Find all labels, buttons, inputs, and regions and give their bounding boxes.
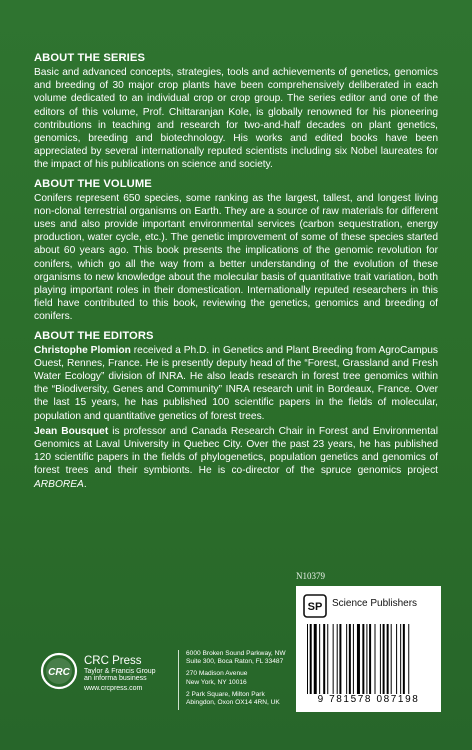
cover-text [34, 52, 438, 497]
project-name: ARBOREA [34, 478, 84, 490]
publisher-website[interactable]: www.crcpress.com [84, 685, 143, 692]
crc-press-logo-icon [40, 652, 78, 690]
imprint-label: Science Publishers [332, 598, 418, 609]
logo-text: CRC [48, 667, 70, 678]
section-series [34, 52, 438, 172]
address-line: Suite 300, Boca Raton, FL 33487 [186, 658, 284, 666]
product-code: N10379 [296, 571, 325, 581]
paragraph-tail: . [83, 478, 87, 490]
address-line: 270 Madison Avenue [186, 670, 248, 678]
divider [178, 650, 179, 710]
paragraph-text: Conifers represent 650 species, some ranking as the largest, tallest, and longest living non-clonal terrestrial organisms on Earth. They are a source of raw materials for different uses and also provide important environmental services (carbon sequestration, energy production, water cycle, etc.). The genetic improvement of some of these species started about 60 years ago. This book presents the implications of the genomic revolution for conifers, which go all the way from a better understanding of the evolution of these organisms to new knowledge about the molecular basis of quantitative trait variation, both playing important roles in their domestication. Internationally reputed researchers in this field have contributed to this book, reviewing the genetics, genomics and breeding of conifers. [34, 192, 438, 323]
section-heading: ABOUT THE VOLUME [34, 177, 152, 190]
paragraph-text: is professor and Canada Research Chair in Forest and Environmental Genomics at Laval University in Quebec City. Over the past 23 years, he has published 120 scientific papers in the fields of phylogenetics, population genetics and genomics of forest trees and their symbionts. He is co-director of the spruce genomics project [34, 425, 438, 477]
publisher-addresses [186, 650, 286, 707]
paragraph-text: received a Ph.D. in Genetics and Plant Breeding from AgroCampus Ouest, Rennes, France. He is presently deputy head of the “Forest, Grassland and Fresh Water Ecology” division of INRA. He also leads research in forest tree genomics within the “Biodiversity, Genes and Community” INRA research unit in Bordeaux, France. Over the last 15 years, he has published 100 scientific papers in the fields of molecular, population and quantitative genetics of forest trees. [34, 344, 438, 422]
science-publishers-logo-icon [303, 594, 327, 618]
publisher-group: Taylor & Francis Group [84, 668, 156, 675]
logo-text: SP [307, 601, 323, 613]
section-heading: ABOUT THE EDITORS [34, 329, 154, 342]
publisher-info [84, 655, 156, 692]
editor-name: Christophe Plomion [34, 344, 131, 356]
section-heading: ABOUT THE SERIES [34, 52, 146, 64]
editor-bio [34, 344, 438, 423]
section-editors [34, 330, 438, 491]
address-line: Abingdon, Oxon OX14 4RN, UK [186, 699, 280, 707]
section-paragraph [34, 192, 438, 324]
isbn-number: 9 781578 087198 [317, 694, 420, 705]
section-volume [34, 178, 438, 324]
editor-bio [34, 425, 438, 491]
address-line: New York, NY 10016 [186, 678, 247, 686]
paragraph-text: Basic and advanced concepts, strategies, tools and achievements of genetics, genomics and breeding of 30 major crop plants have been comprehensively deliberated in each volume dedicated to an individual crop or crop group. The series editor and one of the editors of this volume, Prof. Chittaranjan Kole, is globally renowned for his pioneering contributions in teaching and research for two-and-half decades on plant genetics, genomics, breeding and biotechnology. His works and edited books have been appreciated by several internationally reputed scientists including six Nobel laureates for the impact of his publications on science and society. [34, 67, 438, 171]
section-paragraph [34, 66, 438, 172]
barcode-icon [304, 624, 433, 694]
address-line: 6000 Broken Sound Parkway, NW [186, 650, 286, 657]
address-line: 2 Park Square, Milton Park [186, 690, 265, 698]
editor-name: Jean Bousquet [34, 425, 109, 437]
barcode-panel [296, 586, 441, 712]
publisher-name: CRC Press [84, 655, 142, 667]
publisher-informa: an informa business [84, 675, 147, 682]
